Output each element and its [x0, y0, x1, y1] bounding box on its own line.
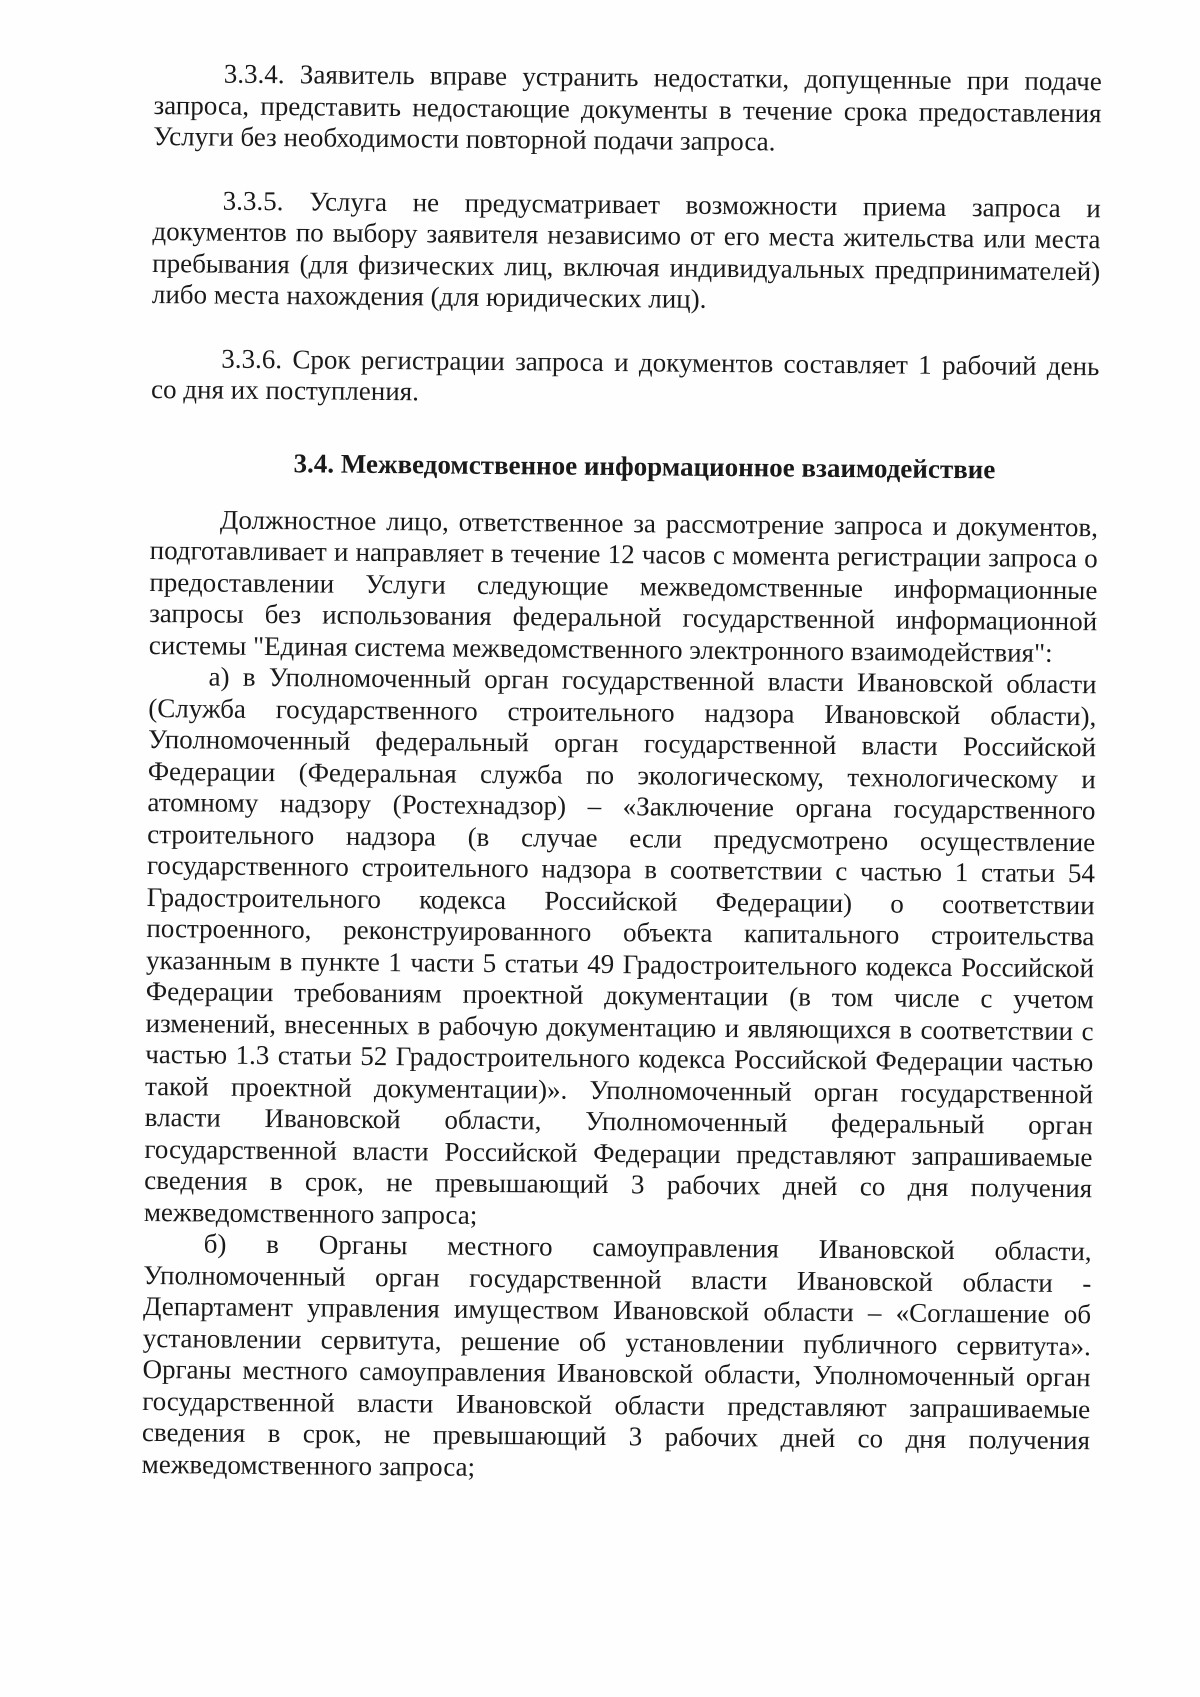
document-body — [142, 58, 1102, 1488]
paragraph-3-3-5: 3.3.5. Услуга не предусматривает возможности приема запроса и документов по выбору заявителя независимо от его места жительства или места пребывания (для физических лиц, включая индивидуальных предпринимателей) либо места нахождения (для юридических лиц). — [151, 185, 1101, 314]
paragraph-3-3-4: 3.3.4. Заявитель вправе устранить недостатки, допущенные при подаче запроса, представить недостающие документы в течение срока предоставления Услуги без необходимости повторной подачи запроса. — [153, 58, 1102, 157]
list-item-a: а) в Уполномоченный орган государственной власти Ивановской области (Служба государственного строительного надзора Ивановской области), Уполномоченный федеральный орган государственной власти Российской Федерации (Федеральная служба по экологическому, технологическому и атомному надзору (Ростехнадзор) – «Заключение органа государственного строительного надзора (в случае если предусмотрено осуществление государственного строительного надзора в соответствии с частью 1 статьи 54 Градостроительного кодекса Российской Федерации) о соответствии построенного, реконструированного объекта капитального строительства указанным в пункте 1 части 5 статьи 49 Градостроительного кодекса Российской Федерации требованиям проектной документации (в том числе с учетом изменений, внесенных в рабочую документацию и являющихся в соответствии с частью 1.3 статьи 52 Градостроительного кодекса Российской Федерации частью такой проектной документации)». Уполномоченный орган государственной власти Ивановской области, Уполномоченный федеральный орган государственной власти Российской Федерации представляют запрашиваемые сведения в срок, не превышающий 3 рабочих дней со дня получения межведомственного запроса; — [143, 661, 1097, 1230]
list-item-b: б) в Органы местного самоуправления Ивановской области, Уполномоченный орган государственной власти Ивановской области - Департамент управления имуществом Ивановской области – «Соглашение об установлении сервитута, решение об установлении публичного сервитута». Органы местного самоуправления Ивановской области, Уполномоченный орган государственной власти Ивановской области представляют запрашиваемые сведения в срок, не превышающий 3 рабочих дней со дня получения межведомственного запроса; — [141, 1228, 1092, 1482]
section-intro-paragraph: Должностное лицо, ответственное за рассмотрение запроса и документов, подготавливает и направляет в течение 12 часов с момента регистрации запроса о предоставлении Услуги следующие межведомственные информационные запросы без использования федеральной государственной информационной системы "Единая система межведомственного электронного взаимодействия": — [148, 504, 1099, 668]
paragraph-3-3-6: 3.3.6. Срок регистрации запроса и документов составляет 1 рабочий день со дня их поступления. — [150, 343, 1100, 407]
section-heading: 3.4. Межведомственное информационное взаимодействие — [293, 447, 996, 484]
